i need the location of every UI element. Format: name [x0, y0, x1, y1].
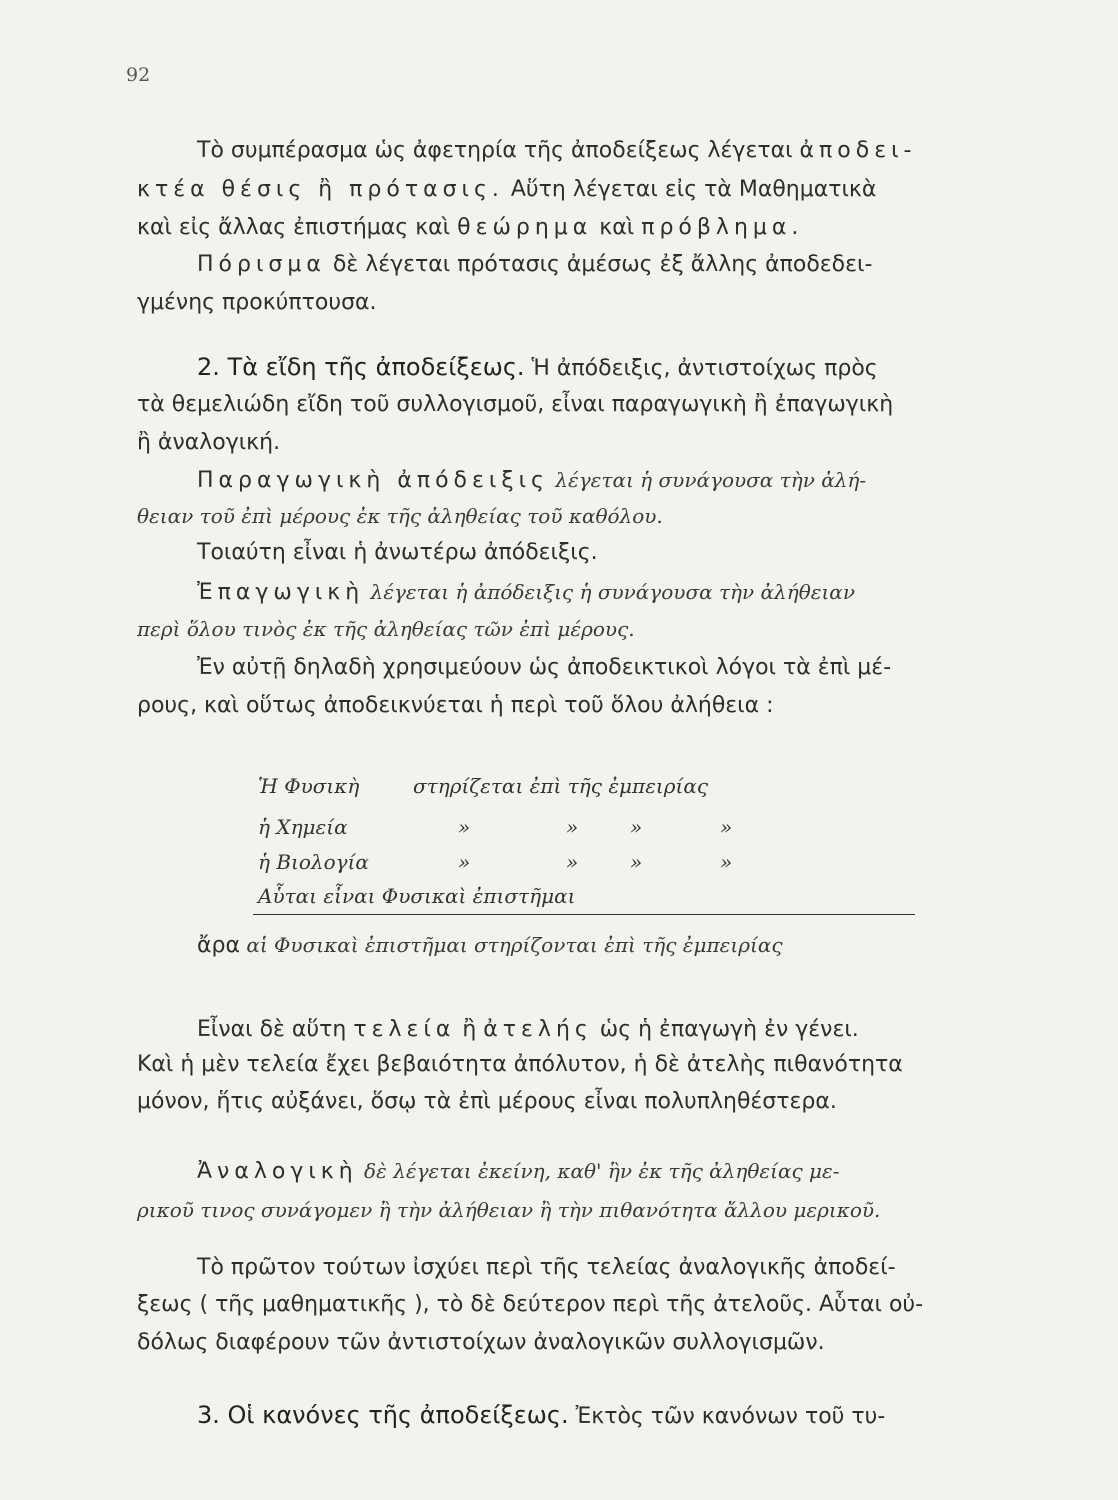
- section2-heading: 2. Τὰ εἴδη τῆς ἀποδείξεως.: [197, 353, 525, 381]
- example-line1-subject: Ἡ Φυσικὴ: [258, 774, 360, 798]
- ditto-mark: »: [458, 815, 471, 839]
- term-porisma: Πόρισμα: [197, 252, 326, 277]
- ditto-mark: »: [566, 815, 579, 839]
- ditto-mark: »: [566, 850, 579, 874]
- term-analogiki: Ἀναλογικὴ: [197, 1159, 358, 1184]
- example-line4: Αὗται εἶναι Φυσικαὶ ἐπιστῆμαι: [258, 884, 576, 908]
- example-line1-predicate: στηρίζεται ἐπὶ τῆς ἐμπειρίας: [413, 774, 709, 798]
- ditto-mark: »: [458, 850, 471, 874]
- epagogiki-line1: Ἐπαγωγικὴ λέγεται ἡ ἀπόδειξις ἡ συνάγουσα τὴν ἀλήθειαν: [197, 580, 855, 605]
- epagogiki-line2: περὶ ὅλου τινὸς ἐκ τῆς ἀληθείας τῶν ἐπὶ μέρους.: [137, 617, 635, 641]
- term-epagogiki: Ἐπαγωγικὴ: [197, 580, 365, 605]
- term-thesis: κτέα θέσις ἢ πρότασις.: [137, 177, 504, 202]
- para2-line2: γμένης προκύπτουσα.: [137, 290, 377, 315]
- analogiki-line1: Ἀναλογικὴ δὲ λέγεται ἐκείνη, καθ' ἣν ἐκ τῆς ἀληθείας με-: [197, 1159, 840, 1184]
- conclusion-rule: [253, 914, 915, 915]
- epagogiki-line4: ρους, καὶ οὕτως ἀποδεικνύεται ἡ περὶ τοῦ ὅλου ἀλήθεια :: [137, 693, 774, 718]
- epagogiki-line3: Ἐν αὐτῇ δηλαδὴ χρησιμεύουν ὡς ἀποδεικτικοὶ λόγοι τὰ ἐπὶ μέ-: [197, 655, 892, 680]
- paragogiki-line2: θειαν τοῦ ἐπὶ μέρους ἐκ τῆς ἀληθείας τοῦ καθόλου.: [137, 504, 663, 528]
- para1-line2: κτέα θέσις ἢ πρότασις. Αὕτη λέγεται εἰς τὰ Μαθηματικὰ: [137, 177, 877, 202]
- last-para-line3: δόλως διαφέρουν τῶν ἀντιστοίχων ἀναλογικῶν συλλογισμῶν.: [137, 1330, 825, 1355]
- paragogiki-line3: Τοιαύτη εἶναι ἡ ἀνωτέρω ἀπόδειξις.: [197, 540, 598, 565]
- section2-line3: ἢ ἀναλογική.: [137, 430, 281, 455]
- page-number: 92: [126, 64, 151, 86]
- paragogiki-line1: Παραγωγικὴ ἀπόδειξις λέγεται ἡ συνάγουσα τὴν ἀλή-: [197, 468, 867, 493]
- para2-line1: Πόρισμα δὲ λέγεται πρότασις ἀμέσως ἐξ ἄλλης ἀποδεδει-: [197, 252, 873, 277]
- ditto-mark: »: [720, 815, 733, 839]
- section3-heading: 3. Οἱ κανόνες τῆς ἀποδείξεως.: [197, 1401, 569, 1429]
- term-teleia: τελεία: [353, 1017, 456, 1042]
- term-theorema: θεώρημα: [457, 215, 593, 240]
- ditto-mark: »: [720, 850, 733, 874]
- para1-line3: καὶ εἰς ἄλλας ἐπιστήμας καὶ θεώρημα καὶ πρόβλημα.: [137, 215, 804, 240]
- example-line3-subject: ἡ Βιολογία: [258, 850, 369, 874]
- section2-line1: 2. Τὰ εἴδη τῆς ἀποδείξεως. Ἡ ἀπόδειξις, ἀντιστοίχως πρὸς: [197, 353, 878, 381]
- last-para-line1: Τὸ πρῶτον τούτων ἰσχύει περὶ τῆς τελείας ἀναλογικῆς ἀποδεί-: [197, 1255, 896, 1280]
- section2-line2: τὰ θεμελιώδη εἴδη τοῦ συλλογισμοῦ, εἶναι παραγωγικὴ ἢ ἐπαγωγικὴ: [137, 392, 894, 417]
- example-conclusion: ἄρα αἱ Φυσικαὶ ἐπιστῆμαι στηρίζονται ἐπὶ τῆς ἐμπειρίας: [197, 933, 783, 958]
- teleia-line2: Καὶ ἡ μὲν τελεία ἔχει βεβαιότητα ἀπόλυτον, ἡ δὲ ἀτελὴς πιθανότητα: [137, 1052, 903, 1077]
- para1-line1: Τὸ συμπέρασμα ὡς ἀφετηρία τῆς ἀποδείξεως λέγεται ἀποδει-: [197, 138, 917, 163]
- ditto-mark: »: [630, 850, 643, 874]
- term-paragogiki: Παραγωγικὴ ἀπόδειξις: [197, 468, 549, 493]
- ditto-mark: »: [630, 815, 643, 839]
- teleia-line3: μόνον, ἥτις αὐξάνει, ὅσῳ τὰ ἐπὶ μέρους εἶναι πολυπληθέστερα.: [137, 1089, 837, 1114]
- term-ateles: ἀτελής: [483, 1017, 593, 1042]
- term-problema: πρόβλημα.: [641, 215, 804, 240]
- term-apodeiktea: ἀποδει-: [799, 138, 917, 163]
- teleia-line1: Εἶναι δὲ αὕτη τελεία ἢ ἀτελής ὡς ἡ ἐπαγωγὴ ἐν γένει.: [197, 1017, 859, 1042]
- section3-line1: 3. Οἱ κανόνες τῆς ἀποδείξεως. Ἐκτὸς τῶν κανόνων τοῦ τυ-: [197, 1401, 886, 1429]
- last-para-line2: ξεως ( τῆς μαθηματικῆς ), τὸ δὲ δεύτερον περὶ τῆς ἀτελοῦς. Αὗται οὐ-: [137, 1292, 924, 1317]
- example-line2-subject: ἡ Χημεία: [258, 815, 348, 839]
- analogiki-line2: ρικοῦ τινος συνάγομεν ἢ τὴν ἀλήθειαν ἢ τὴν πιθανότητα ἄλλου μερικοῦ.: [137, 1198, 881, 1222]
